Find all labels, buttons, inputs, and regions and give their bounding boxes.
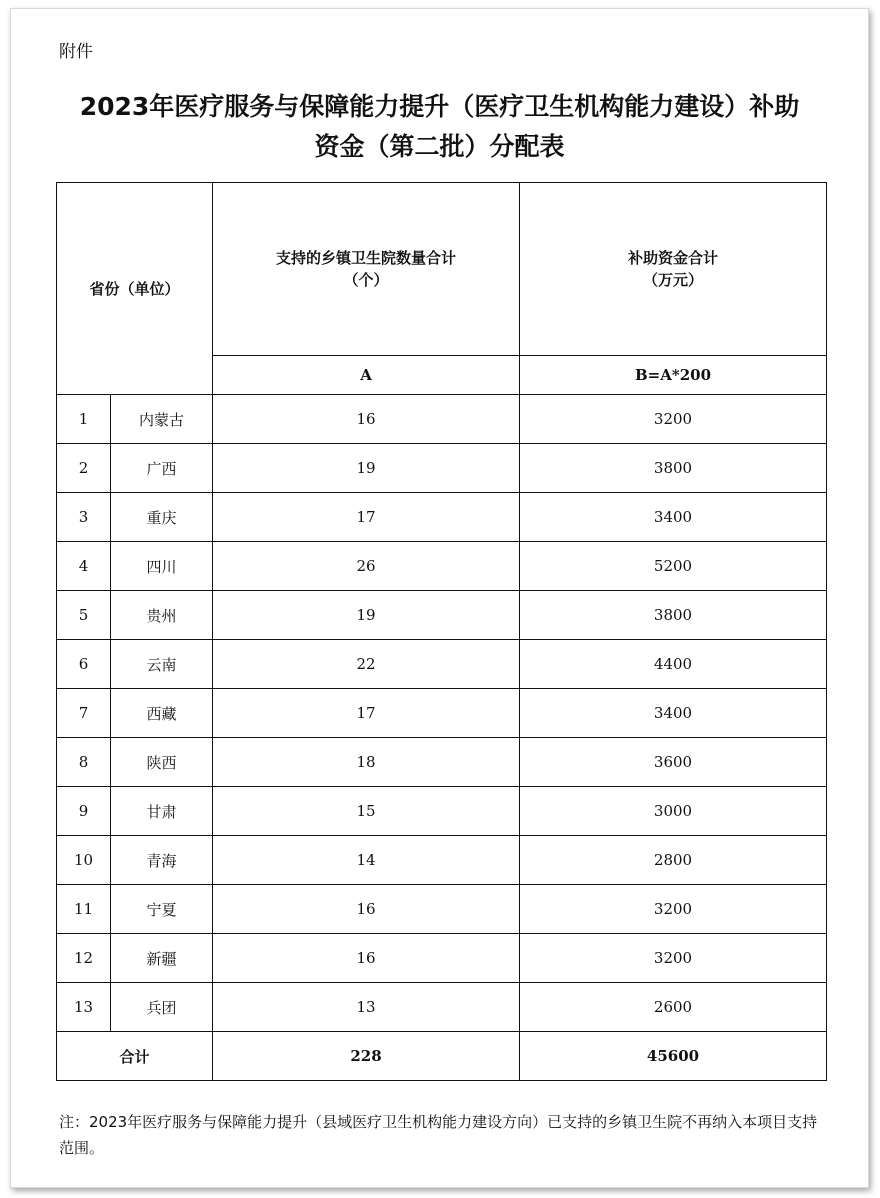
header-count-line2: （个） <box>343 271 389 289</box>
province-name: 宁夏 <box>111 885 213 934</box>
row-number: 3 <box>57 493 111 542</box>
header-col-b: B=A*200 <box>520 356 827 395</box>
document-page <box>10 8 869 1188</box>
province-name: 新疆 <box>111 934 213 983</box>
subsidy-amount: 2800 <box>520 836 827 885</box>
table-row <box>57 934 827 983</box>
row-number: 6 <box>57 640 111 689</box>
row-number: 7 <box>57 689 111 738</box>
province-name: 四川 <box>111 542 213 591</box>
row-number: 2 <box>57 444 111 493</box>
total-label: 合计 <box>57 1032 213 1081</box>
header-fund-line1: 补助资金合计 <box>628 249 719 267</box>
supported-count: 15 <box>213 787 520 836</box>
supported-count: 19 <box>213 444 520 493</box>
province-name: 广西 <box>111 444 213 493</box>
table-row <box>57 836 827 885</box>
row-number: 8 <box>57 738 111 787</box>
table-row <box>57 738 827 787</box>
table-row <box>57 885 827 934</box>
table-row <box>57 493 827 542</box>
table-row <box>57 787 827 836</box>
row-number: 11 <box>57 885 111 934</box>
table-row <box>57 395 827 444</box>
table-row <box>57 591 827 640</box>
supported-count: 17 <box>213 493 520 542</box>
row-number: 10 <box>57 836 111 885</box>
subsidy-amount: 4400 <box>520 640 827 689</box>
table-row <box>57 689 827 738</box>
supported-count: 18 <box>213 738 520 787</box>
subsidy-amount: 3800 <box>520 591 827 640</box>
province-name: 西藏 <box>111 689 213 738</box>
subsidy-amount: 5200 <box>520 542 827 591</box>
province-name: 陕西 <box>111 738 213 787</box>
subsidy-amount: 3200 <box>520 885 827 934</box>
province-name: 云南 <box>111 640 213 689</box>
subsidy-amount: 3200 <box>520 934 827 983</box>
supported-count: 26 <box>213 542 520 591</box>
title-line-2: 资金（第二批）分配表 <box>314 132 565 161</box>
total-count: 228 <box>213 1032 520 1081</box>
province-name: 重庆 <box>111 493 213 542</box>
supported-count: 14 <box>213 836 520 885</box>
footnote: 注：2023年医疗服务与保障能力提升（县域医疗卫生机构能力建设方向）已支持的乡镇卫生院不再纳入本项目支持范围。 <box>59 1113 818 1157</box>
header-fund-line2: （万元） <box>643 271 704 289</box>
supported-count: 19 <box>213 591 520 640</box>
table-row <box>57 983 827 1032</box>
supported-count: 16 <box>213 885 520 934</box>
allocation-table <box>56 182 827 1081</box>
subsidy-amount: 3400 <box>520 689 827 738</box>
province-name: 甘肃 <box>111 787 213 836</box>
header-province: 省份（单位） <box>57 183 213 395</box>
subsidy-amount: 2600 <box>520 983 827 1032</box>
subsidy-amount: 3800 <box>520 444 827 493</box>
total-row <box>57 1032 827 1081</box>
table-row <box>57 444 827 493</box>
supported-count: 17 <box>213 689 520 738</box>
header-col-a: A <box>213 356 520 395</box>
row-number: 9 <box>57 787 111 836</box>
header-count-line1: 支持的乡镇卫生院数量合计 <box>276 249 457 267</box>
subsidy-amount: 3600 <box>520 738 827 787</box>
attachment-label: 附件 <box>59 42 93 62</box>
subsidy-amount: 3200 <box>520 395 827 444</box>
row-number: 5 <box>57 591 111 640</box>
title-line-1: 2023年医疗服务与保障能力提升（医疗卫生机构能力建设）补助 <box>79 92 800 121</box>
province-name: 青海 <box>111 836 213 885</box>
row-number: 4 <box>57 542 111 591</box>
province-name: 内蒙古 <box>111 395 213 444</box>
subsidy-amount: 3400 <box>520 493 827 542</box>
table-row <box>57 542 827 591</box>
row-number: 1 <box>57 395 111 444</box>
subsidy-amount: 3000 <box>520 787 827 836</box>
supported-count: 16 <box>213 395 520 444</box>
row-number: 13 <box>57 983 111 1032</box>
row-number: 12 <box>57 934 111 983</box>
province-name: 兵团 <box>111 983 213 1032</box>
supported-count: 13 <box>213 983 520 1032</box>
page-title <box>11 87 868 167</box>
province-name: 贵州 <box>111 591 213 640</box>
header-count <box>213 183 520 356</box>
header-fund <box>520 183 827 356</box>
total-amount: 45600 <box>520 1032 827 1081</box>
table-row <box>57 640 827 689</box>
supported-count: 16 <box>213 934 520 983</box>
supported-count: 22 <box>213 640 520 689</box>
